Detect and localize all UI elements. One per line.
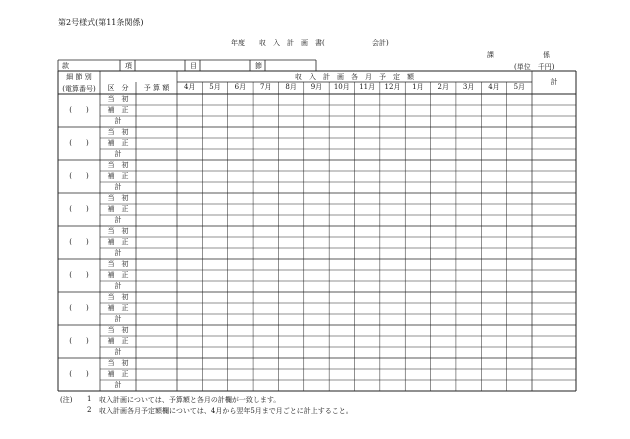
row-label-revision: 補 正 [107, 304, 129, 312]
month-header-11: 2月 [437, 83, 449, 91]
kou-label: 項 [125, 62, 132, 70]
row-label-total: 計 [114, 183, 122, 191]
month-header-8: 11月 [359, 83, 376, 91]
group-code-paren: ( ) [69, 238, 89, 246]
row-label-initial: 当 初 [107, 293, 129, 301]
notes-prefix: (注) [60, 396, 73, 404]
month-header-10: 1月 [412, 83, 424, 91]
header-densan: (電算番号) [62, 85, 96, 93]
month-header-3: 6月 [234, 83, 247, 91]
form-id: 第2号様式(第11条関係) [58, 18, 144, 27]
header-kubun: 区 分 [107, 84, 129, 92]
row-label-revision: 補 正 [107, 172, 129, 180]
group-code-paren: ( ) [69, 337, 89, 345]
row-label-initial: 当 初 [107, 161, 129, 169]
row-label-initial: 当 初 [107, 95, 129, 103]
month-header-9: 12月 [384, 83, 401, 91]
row-label-total: 計 [114, 348, 122, 356]
row-label-initial: 当 初 [107, 359, 129, 367]
row-label-revision: 補 正 [107, 205, 129, 213]
month-header-4: 7月 [260, 83, 272, 91]
header-yosangaku: 予 算 額 [143, 84, 170, 92]
month-header-13: 4月 [488, 83, 500, 91]
header-saimoku: 細 節 別 [66, 73, 92, 81]
dept-ka-label: 課 [487, 51, 494, 59]
row-label-revision: 補 正 [107, 370, 129, 378]
kan-label: 款 [62, 62, 69, 70]
month-header-7: 10月 [333, 83, 350, 91]
row-label-total: 計 [114, 381, 122, 389]
unit-label: (単位 千円) [514, 63, 555, 71]
month-header-12: 3月 [462, 83, 475, 91]
note-2-number: 2 [87, 406, 92, 414]
row-label-total: 計 [114, 249, 122, 257]
month-header-6: 9月 [310, 83, 323, 91]
title-year: 年度 [231, 39, 245, 47]
group-code-paren: ( ) [69, 370, 89, 378]
row-label-total: 計 [114, 282, 122, 290]
row-label-revision: 補 正 [107, 106, 129, 114]
note-1-text: 収入計画については、予算額と各月の計欄が一致します。 [99, 396, 281, 404]
row-label-initial: 当 初 [107, 260, 129, 268]
group-code-paren: ( ) [69, 304, 89, 312]
row-label-initial: 当 初 [107, 194, 129, 202]
row-label-initial: 当 初 [107, 128, 129, 136]
row-label-total: 計 [114, 117, 122, 125]
month-header-2: 5月 [209, 83, 221, 91]
header-total: 計 [550, 78, 558, 86]
group-code-paren: ( ) [69, 271, 89, 279]
month-header-1: 4月 [183, 83, 196, 91]
header-plan-group: 収 入 計 画 各 月 予 定 額 [295, 73, 414, 81]
month-header-14: 5月 [513, 83, 526, 91]
note-1-number: 1 [87, 395, 92, 403]
moku-label: 目 [190, 62, 197, 70]
row-label-total: 計 [114, 150, 122, 158]
title-account: 会計) [372, 39, 389, 47]
row-label-total: 計 [114, 315, 122, 323]
row-label-revision: 補 正 [107, 337, 129, 345]
page-title: 収 入 計 画 書( [259, 39, 325, 47]
group-code-paren: ( ) [69, 172, 89, 180]
row-label-revision: 補 正 [107, 271, 129, 279]
row-label-revision: 補 正 [107, 139, 129, 147]
dept-kakari-label: 係 [543, 51, 550, 59]
note-2-text: 収入計画各月予定額欄については、4月から翌年5月まで月ごとに計上すること。 [99, 407, 353, 415]
group-code-paren: ( ) [69, 205, 89, 213]
row-label-total: 計 [114, 216, 122, 224]
month-header-5: 8月 [285, 83, 297, 91]
setsu-label: 節 [255, 62, 262, 70]
row-label-revision: 補 正 [107, 238, 129, 246]
row-label-initial: 当 初 [107, 326, 129, 334]
group-code-paren: ( ) [69, 139, 89, 147]
group-code-paren: ( ) [69, 106, 89, 114]
row-label-initial: 当 初 [107, 227, 129, 235]
